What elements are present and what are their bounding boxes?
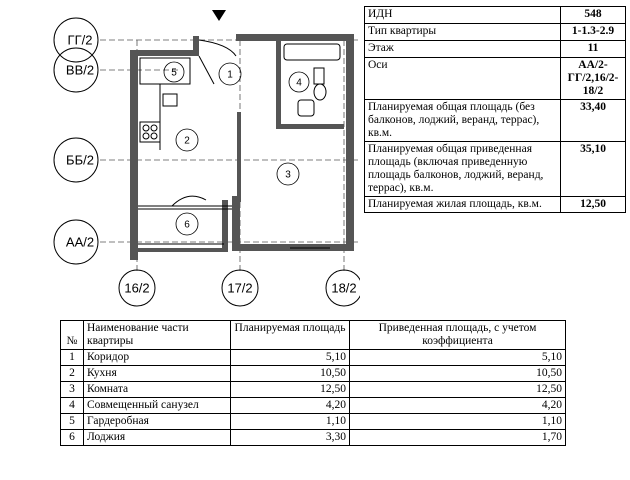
summary-value: 12,50	[561, 197, 626, 213]
axis-label-18: 18/2	[331, 280, 357, 296]
axis-label-aa: АА/2	[65, 234, 95, 250]
axis-label-gg: ГГ/2	[67, 32, 93, 48]
table-row	[61, 430, 566, 446]
summary-row-type	[365, 24, 626, 41]
wardrobe-outline	[140, 58, 190, 84]
summary-row-axes	[365, 58, 626, 100]
header-name: Наименование части квартиры	[84, 321, 231, 350]
row-reduced-area: 12,50	[350, 382, 566, 398]
table-row	[61, 366, 566, 382]
row-name: Комната	[84, 382, 231, 398]
table-row	[61, 382, 566, 398]
toilet-tank	[314, 68, 324, 84]
row-name: Кухня	[84, 366, 231, 382]
room-number-1: 1	[227, 69, 233, 81]
row-reduced-area: 1,70	[350, 430, 566, 446]
axis-label-vv: ВВ/2	[65, 62, 95, 78]
table-row	[61, 398, 566, 414]
kitchen-stove	[140, 122, 160, 142]
summary-row-idn	[365, 7, 626, 24]
summary-value: 1-1.3-2.9	[561, 24, 626, 41]
table-row	[61, 350, 566, 366]
summary-value: АА/2-ГГ/2,16/2-18/2	[561, 58, 626, 100]
row-number: 3	[61, 382, 84, 398]
summary-label: Планируемая общая площадь (без балконов, лоджий, веранд, террас), кв.м.	[365, 100, 561, 142]
stove-burner	[143, 125, 149, 131]
row-number: 5	[61, 414, 84, 430]
table-row	[61, 414, 566, 430]
stove-burner	[151, 125, 157, 131]
row-area: 3,30	[231, 430, 350, 446]
row-reduced-area: 5,10	[350, 350, 566, 366]
summary-row-reduced-area	[365, 142, 626, 197]
summary-label: Планируемая жилая площадь, кв.м.	[365, 197, 561, 213]
summary-value: 548	[561, 7, 626, 24]
entrance-marker	[212, 10, 226, 21]
room-number-6: 6	[184, 219, 190, 231]
summary-value: 33,40	[561, 100, 626, 142]
wall-bath-left	[276, 40, 281, 128]
summary-label: Тип квартиры	[365, 24, 561, 41]
room-number-4: 4	[296, 77, 302, 89]
wall-corner-17	[232, 196, 240, 251]
row-name: Гардеробная	[84, 414, 231, 430]
header-number: №	[61, 321, 84, 350]
summary-label: Этаж	[365, 41, 561, 58]
row-area: 12,50	[231, 382, 350, 398]
row-area: 10,50	[231, 366, 350, 382]
room-number-5: 5	[171, 67, 177, 79]
row-area: 5,10	[231, 350, 350, 366]
axis-label-17: 17/2	[227, 280, 253, 296]
summary-row-floor	[365, 41, 626, 58]
row-name: Лоджия	[84, 430, 231, 446]
apartment-summary-table	[364, 6, 626, 213]
summary-label: Планируемая общая приведенная площадь (включая приведенную площадь балконов, лоджий, веранд, террас), кв.м.	[365, 142, 561, 197]
axis-label-bb: ББ/2	[66, 152, 94, 168]
entry-door-swing	[199, 56, 214, 84]
wall-partition-2-3	[237, 112, 241, 202]
summary-label: Оси	[365, 58, 561, 100]
summary-value: 35,10	[561, 142, 626, 197]
rooms-table	[60, 320, 566, 446]
rooms-table-header	[61, 321, 566, 350]
summary-value: 11	[561, 41, 626, 58]
summary-label: ИДН	[365, 7, 561, 24]
row-area: 1,10	[231, 414, 350, 430]
row-area: 4,20	[231, 398, 350, 414]
row-reduced-area: 4,20	[350, 398, 566, 414]
axis-label-16: 16/2	[124, 280, 150, 296]
row-number: 1	[61, 350, 84, 366]
row-name: Совмещенный санузел	[84, 398, 231, 414]
row-number: 2	[61, 366, 84, 382]
kitchen-sink	[163, 94, 177, 106]
stove-burner	[143, 133, 149, 139]
wall-left	[130, 50, 138, 260]
wall-entry-jamb	[193, 36, 199, 56]
wall-loggia-bottom	[136, 248, 228, 252]
header-reduced-area: Приведенная площадь, с учетом коэффициента	[350, 321, 566, 350]
wall-top-right	[236, 34, 352, 41]
summary-row-living-area	[365, 197, 626, 213]
stove-burner	[151, 133, 157, 139]
toilet-bowl	[314, 84, 326, 100]
room-number-2: 2	[184, 135, 190, 147]
wall-bath-bottom	[276, 124, 344, 129]
room-number-3: 3	[285, 169, 291, 181]
row-reduced-area: 1,10	[350, 414, 566, 430]
row-number: 6	[61, 430, 84, 446]
bathtub	[284, 44, 340, 60]
wall-top-left	[130, 50, 194, 56]
floor-plan	[0, 0, 360, 310]
wall-right	[346, 34, 354, 250]
summary-row-total-area	[365, 100, 626, 142]
row-name: Коридор	[84, 350, 231, 366]
header-area: Планируемая площадь	[231, 321, 350, 350]
row-number: 4	[61, 398, 84, 414]
washbasin	[298, 100, 314, 116]
entry-door-arc	[199, 40, 236, 56]
row-reduced-area: 10,50	[350, 366, 566, 382]
loggia-door-swing	[172, 196, 206, 206]
